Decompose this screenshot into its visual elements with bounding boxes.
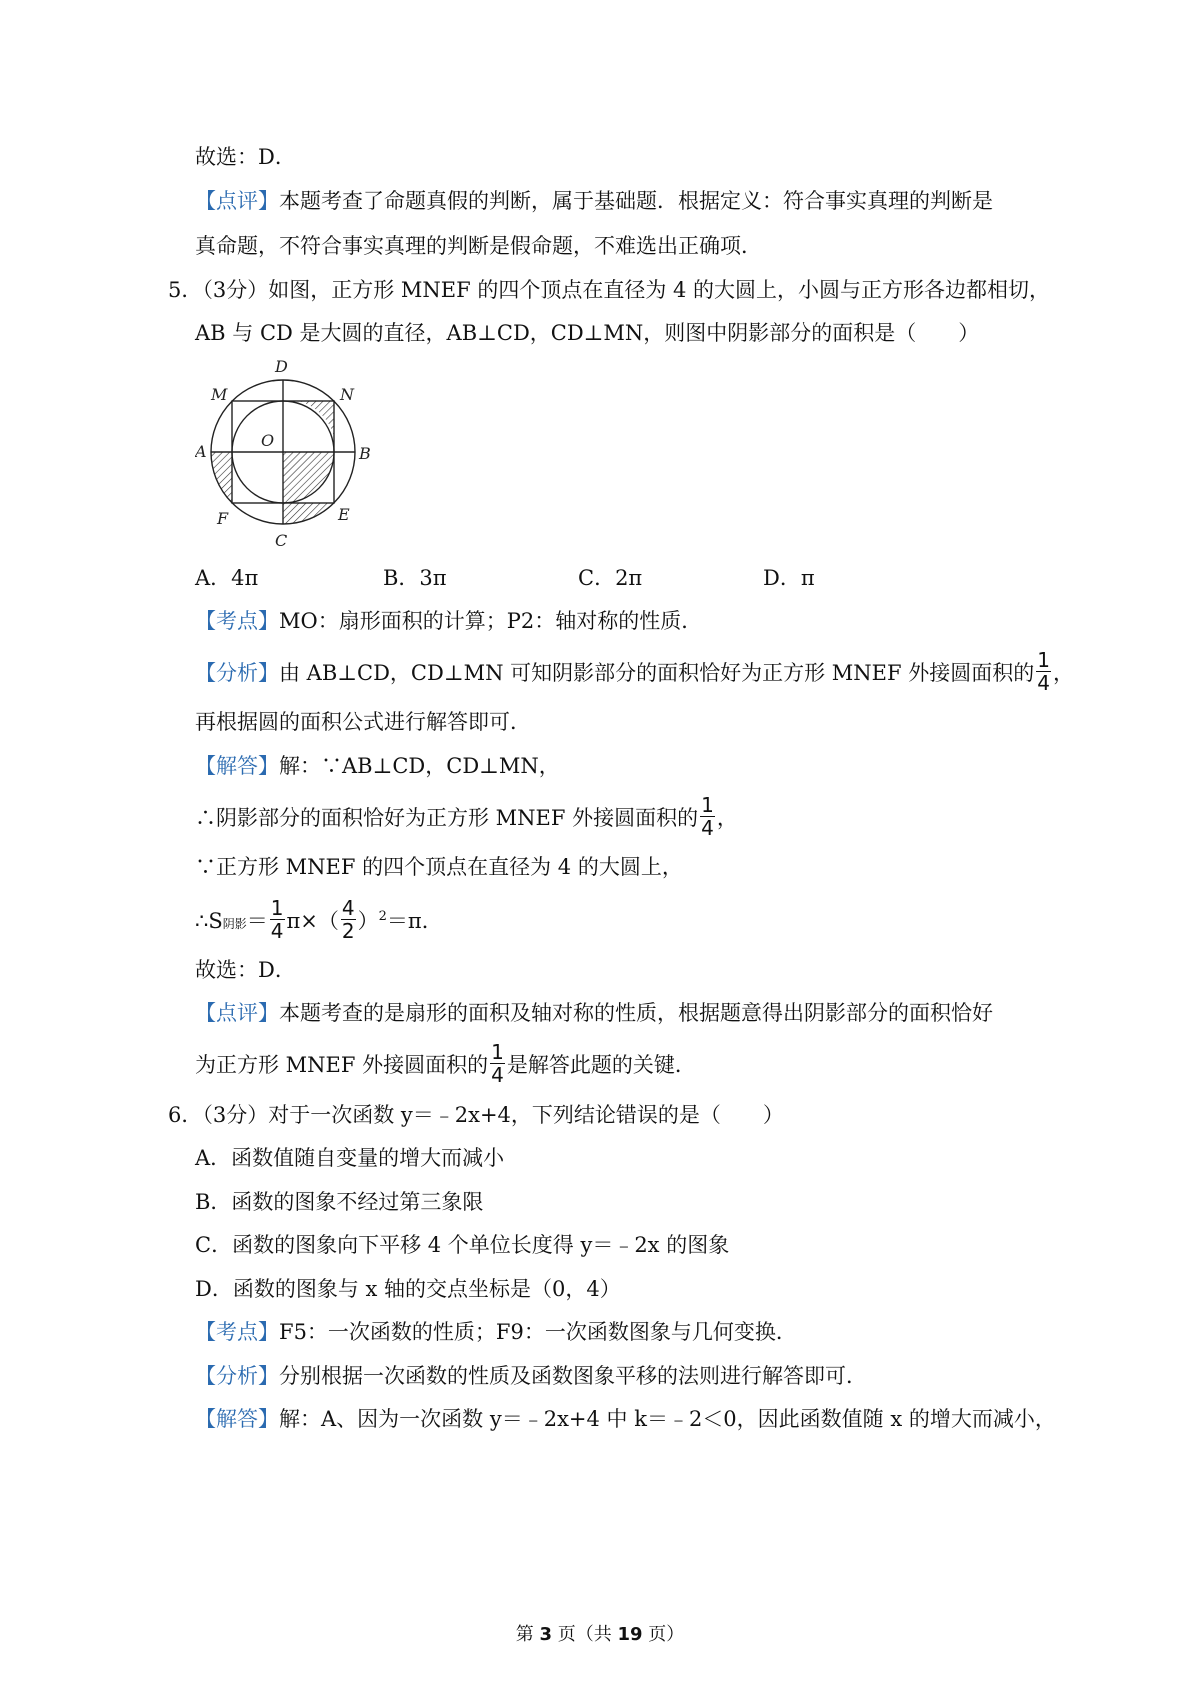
comment-tag: 【点评】 xyxy=(195,189,279,213)
q5-stem-line-2: AB 与 CD 是大圆的直径，AB⊥CD，CD⊥MN，则图中阴影部分的面积是（ ） xyxy=(195,321,980,345)
s-symbol: ∴S xyxy=(195,909,223,933)
q5-kaodian xyxy=(195,606,702,636)
q4-comment-text-1: 本题考查了命题真假的判断，属于基础题．根据定义：符合事实真理的判断是 xyxy=(279,189,993,213)
fraction-numerator: 1 xyxy=(491,1040,504,1064)
fraction-denominator: 4 xyxy=(1037,671,1050,695)
fenxi-tag: 【分析】 xyxy=(195,1364,279,1388)
page-footer xyxy=(0,1623,1200,1647)
fraction-one-quarter xyxy=(700,794,715,839)
label-m: M xyxy=(211,385,228,404)
fraction-numerator: 1 xyxy=(270,896,284,920)
q5-jieda-line-1 xyxy=(195,751,560,781)
q6-jieda-line-1 xyxy=(195,1404,1056,1434)
fraction-denominator: 4 xyxy=(270,919,284,943)
q5-comment-line-2 xyxy=(195,1040,696,1087)
fraction-numerator: 1 xyxy=(1037,648,1050,672)
label-f: F xyxy=(217,509,229,528)
q6-fenxi-text: 分别根据一次函数的性质及函数图象平移的法则进行解答即可． xyxy=(279,1364,867,1388)
shade-small-circle-quadrant xyxy=(283,452,334,503)
q5-comment-end: 是解答此题的关键． xyxy=(506,1053,696,1077)
q5-comment-line-1 xyxy=(195,998,993,1028)
q5-kaodian-text: MO：扇形面积的计算；P2：轴对称的性质． xyxy=(279,609,703,633)
label-o: O xyxy=(261,431,275,450)
equals: ＝ xyxy=(246,909,268,933)
shade-left-segment xyxy=(211,452,232,503)
fraction-denominator: 2 xyxy=(341,919,355,943)
q5-jieda-2-end: ， xyxy=(716,806,738,830)
fraction-numerator: 4 xyxy=(341,896,355,920)
q5-option-d: D．π xyxy=(763,566,815,590)
label-b: B xyxy=(359,444,371,463)
fraction-one-quarter xyxy=(490,1041,505,1086)
footer-prefix: 第 xyxy=(515,1624,540,1645)
label-n: N xyxy=(340,385,354,404)
s-subscript: 阴影 xyxy=(222,917,247,931)
label-d: D xyxy=(275,357,288,376)
comment-tag: 【点评】 xyxy=(195,1001,279,1025)
fraction-one-quarter xyxy=(270,897,285,942)
q6-option-b: B．函数的图象不经过第三象限 xyxy=(195,1190,484,1214)
fraction-numerator: 1 xyxy=(701,793,714,817)
q4-comment-line-1 xyxy=(195,186,993,216)
q5-jieda-line-3: ∵正方形 MNEF 的四个顶点在直径为 4 的大圆上， xyxy=(195,855,683,879)
q5-choice: 故选：D． xyxy=(195,958,296,982)
q5-fenxi-line-1 xyxy=(195,648,1074,695)
kaodian-tag: 【考点】 xyxy=(195,609,279,633)
q6-option-c: C．函数的图象向下平移 4 个单位长度得 y＝﹣2x 的图象 xyxy=(195,1233,730,1257)
q5-geometry-figure xyxy=(195,352,385,552)
q6-stem: 6．（3分）对于一次函数 y＝﹣2x+4，下列结论错误的是（ ） xyxy=(168,1103,784,1127)
close-paren: ） xyxy=(357,909,379,933)
q6-fenxi xyxy=(195,1361,867,1391)
q6-kaodian-text: F5：一次函数的性质；F9：一次函数图象与几何变换． xyxy=(279,1320,797,1344)
footer-middle: 页（共 xyxy=(552,1624,618,1645)
fraction-one-quarter xyxy=(1036,649,1051,694)
fraction-four-halves xyxy=(341,897,356,942)
q4-choice: 故选：D． xyxy=(195,145,296,169)
result: ＝π． xyxy=(386,909,443,933)
pi-times: π×（ xyxy=(286,909,339,933)
label-a: A xyxy=(195,442,207,461)
q4-comment-line-2: 真命题，不符合事实真理的判断是假命题，不难选出正确项． xyxy=(195,234,762,258)
q5-stem-line-1: 5．（3分）如图，正方形 MNEF 的四个顶点在直径为 4 的大圆上，小圆与正方形各边都相切， xyxy=(168,278,1051,302)
jieda-tag: 【解答】 xyxy=(195,754,279,778)
q5-jieda-text-2: ∴阴影部分的面积恰好为正方形 MNEF 外接圆面积的 xyxy=(195,806,699,830)
q5-option-c: C．2π xyxy=(578,566,643,590)
q6-option-a: A．函数值随自变量的增大而减小 xyxy=(195,1146,505,1170)
fenxi-tag: 【分析】 xyxy=(195,661,279,685)
exponent: 2 xyxy=(378,909,387,924)
fraction-denominator: 4 xyxy=(701,816,714,840)
kaodian-tag: 【考点】 xyxy=(195,1320,279,1344)
footer-page-number: 3 xyxy=(539,1624,552,1645)
q5-jieda-text-1: 解：∵AB⊥CD，CD⊥MN， xyxy=(279,754,560,778)
q6-kaodian xyxy=(195,1317,797,1347)
jieda-tag: 【解答】 xyxy=(195,1407,279,1431)
q5-comment-text-1: 本题考查的是扇形的面积及轴对称的性质，根据题意得出阴影部分的面积恰好 xyxy=(279,1001,993,1025)
fraction-denominator: 4 xyxy=(491,1063,504,1087)
q6-option-d: D．函数的图象与 x 轴的交点坐标是（0，4） xyxy=(195,1277,621,1301)
q5-fenxi-line-2: 再根据圆的面积公式进行解答即可． xyxy=(195,710,531,734)
footer-suffix: 页） xyxy=(642,1624,685,1645)
footer-total-pages: 19 xyxy=(617,1624,643,1645)
q6-jieda-text-1: 解：A、因为一次函数 y＝﹣2x+4 中 k＝﹣2＜0，因此函数值随 x 的增大而减小， xyxy=(279,1407,1056,1431)
q5-comment-text-2: 为正方形 MNEF 外接圆面积的 xyxy=(195,1053,489,1077)
q5-option-a: A．4π xyxy=(195,566,259,590)
q5-fenxi-text-1: 由 AB⊥CD，CD⊥MN 可知阴影部分的面积恰好为正方形 MNEF 外接圆面积的 xyxy=(279,661,1035,685)
q5-option-b: B．3π xyxy=(383,566,447,590)
q5-fenxi-end: ， xyxy=(1053,661,1074,685)
shade-bottom-segment xyxy=(283,503,334,524)
label-e: E xyxy=(338,505,350,524)
q5-jieda-line-2 xyxy=(195,793,738,840)
q5-jieda-line-4 xyxy=(195,896,443,943)
label-c: C xyxy=(275,531,288,550)
